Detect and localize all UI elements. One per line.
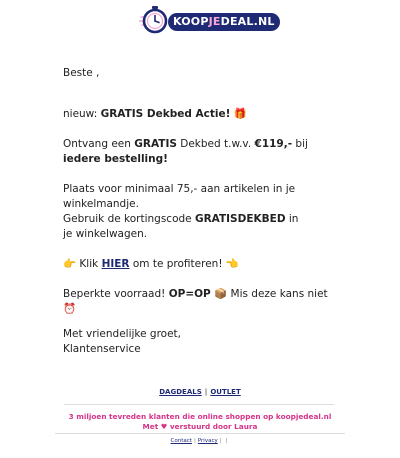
heart-icon: ♥	[160, 422, 168, 431]
click-text-part: om te profiteren!	[129, 258, 226, 270]
legal-separator: |	[225, 438, 228, 444]
legal-separator: |	[219, 438, 222, 444]
point-right-icon: 👉	[63, 258, 77, 270]
gift-icon: 🎁	[233, 108, 247, 120]
click-here-line	[63, 257, 239, 272]
offer-text-part: Ontvang een	[63, 138, 135, 150]
signature: Klantenservice	[63, 343, 141, 355]
click-text-part: Klik	[76, 258, 102, 270]
footer-divider-bottom	[55, 433, 345, 434]
legal-separator: |	[193, 438, 196, 444]
customers-tagline: 3 miljoen tevreden klanten die online shoppen op koopjedeal.nl	[68, 412, 332, 421]
footer-links	[0, 388, 400, 396]
greeting: Beste ,	[63, 67, 100, 79]
new-prefix: nieuw:	[63, 108, 101, 120]
logo-text-main: KOOP	[173, 15, 209, 28]
package-icon: 📦	[214, 288, 228, 300]
link-separator: |	[204, 388, 208, 396]
new-action-line	[63, 107, 247, 122]
contact-link[interactable]: Contact	[170, 438, 192, 444]
offer-text-part: bij	[292, 138, 308, 150]
alarm-clock-icon: ⏰	[63, 303, 77, 315]
closing	[63, 327, 181, 357]
point-left-icon: 👈	[225, 258, 239, 270]
offer-text	[63, 137, 333, 167]
outlet-link[interactable]: OUTLET	[210, 388, 241, 396]
sent-by-line	[0, 422, 400, 432]
op-op-label: OP=OP	[168, 288, 211, 300]
click-here-link[interactable]: HIER	[101, 258, 130, 270]
footer-tagline	[0, 412, 400, 432]
code-text-part: Gebruik de kortingscode	[63, 213, 195, 225]
stock-text-part: Mis deze kans niet	[227, 288, 328, 300]
privacy-link[interactable]: Privacy	[197, 438, 218, 444]
stock-text-part: Beperkte voorraad!	[63, 288, 169, 300]
sent-text-part: verstuurd door Laura	[167, 422, 258, 431]
logo-wordmark	[168, 13, 280, 31]
closing-line: Met vriendelijke groet,	[63, 328, 182, 340]
offer-value: €119,-	[254, 138, 293, 150]
code-text-part: in je winkelwagen.	[63, 213, 299, 240]
sent-text-part: Met	[142, 422, 161, 431]
logo-text-end: DEAL.NL	[220, 15, 275, 28]
minimum-order-text: Plaats voor minimaal 75,- aan artikelen in je winkelmandje.	[63, 183, 296, 210]
discount-code-text	[63, 212, 303, 242]
logo-text-accent: JE	[208, 15, 221, 28]
limited-stock-line	[63, 287, 339, 317]
dagdeals-link[interactable]: DAGDEALS	[159, 388, 202, 396]
offer-free: GRATIS	[134, 138, 177, 150]
discount-code: GRATISDEKBED	[194, 213, 286, 225]
footer-divider	[64, 404, 334, 405]
offer-text-part: Dekbed t.w.v.	[176, 138, 255, 150]
new-action-title: GRATIS Dekbed Actie!	[100, 108, 231, 120]
legal-links	[0, 438, 400, 444]
koopjedeal-logo[interactable]	[139, 5, 275, 35]
offer-every-order: iedere bestelling!	[63, 153, 168, 165]
